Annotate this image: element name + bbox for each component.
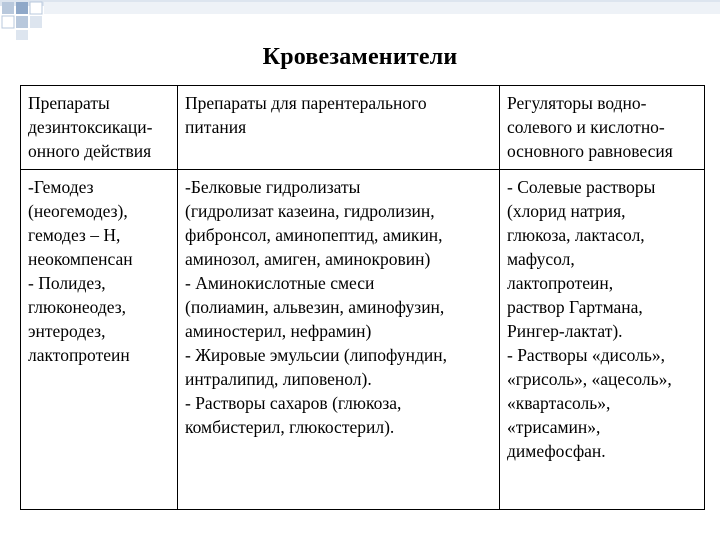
header-detox — [21, 86, 178, 170]
cell-parenteral-text: -Белковые гидролизаты (гидролизат казеина, гидролизин, фибронсол, аминопептид, амикин, аминозол, амиген, аминокровин) - Аминокислотные смеси (полиамин, альвезин, аминофузин, аминостерил, нефрамин) - Жировые эмульсии (липофундин, интралипид, липовенол). - Растворы сахаров (глюкоза, комбистерил, глюкостерил). — [185, 177, 447, 437]
table-header-row — [21, 86, 705, 170]
cell-regulators-text: - Солевые растворы (хлорид натрия, глюкоза, лактасол, мафусол, лактопротеин, раствор Гартмана, Рингер-лактат). - Растворы «дисоль», «грисоль», «ацесоль», «квартасоль», «трисамин», димефосфан. — [507, 177, 672, 461]
header-parenteral — [178, 86, 500, 170]
header-regulators — [500, 86, 705, 170]
cell-regulators — [500, 170, 705, 510]
blood-substitutes-table — [20, 85, 705, 510]
cell-parenteral — [178, 170, 500, 510]
corner-decoration — [0, 0, 720, 40]
header-parenteral-label: Препараты для парентерального питания — [185, 93, 427, 137]
cell-detox-text: -Гемодез (неогемодез), гемодез – Н, неокомпенсан - Полидез, глюконеодез, энтеродез, лактопротеин — [28, 177, 133, 365]
header-detox-label: Препараты дезинтоксикаци- онного действия — [28, 93, 153, 161]
slide-title: Кровезаменители — [262, 44, 458, 70]
header-regulators-label: Регуляторы водно- солевого и кислотно- основного равновесия — [507, 93, 673, 161]
cell-detox — [21, 170, 178, 510]
table-row — [21, 170, 705, 510]
